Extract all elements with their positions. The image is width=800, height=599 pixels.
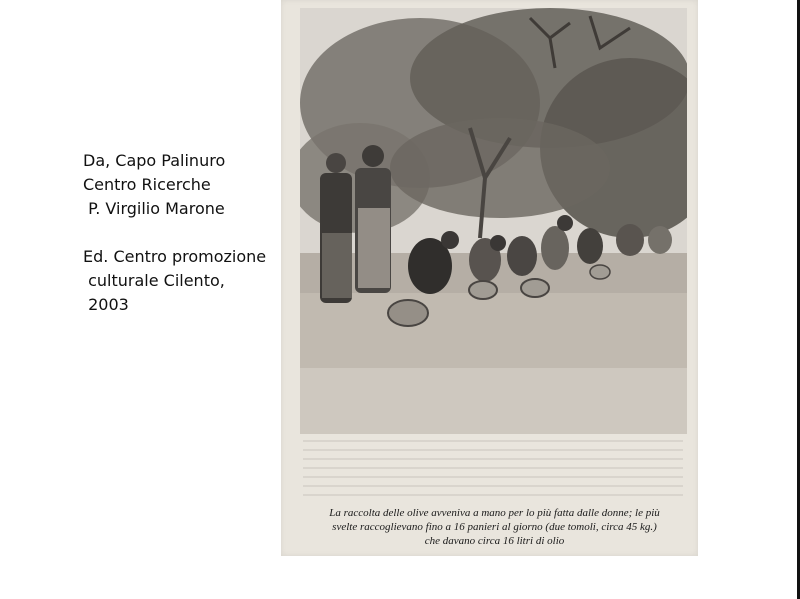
citation-line: Ed. Centro promozione bbox=[83, 247, 267, 266]
olive-harvest-photo bbox=[300, 8, 687, 434]
caption-line: svelte raccoglievano fino a 16 panieri al giorno (due tomoli, circa 45 kg.) bbox=[332, 521, 657, 533]
citation-line: 2003 bbox=[83, 295, 129, 314]
citation-line: Da, Capo Palinuro bbox=[83, 151, 226, 170]
caption-line: La raccolta delle olive avveniva a mano per lo più fatta dalle donne; le più bbox=[329, 507, 660, 519]
caption-line: che davano circa 16 litri di olio bbox=[424, 535, 565, 547]
photo-caption bbox=[303, 506, 686, 548]
book-page-scan bbox=[281, 0, 698, 556]
citation-text bbox=[83, 149, 278, 317]
citation-line: Centro Ricerche bbox=[83, 175, 211, 194]
citation-line: P. Virgilio Marone bbox=[83, 199, 225, 218]
citation-line bbox=[83, 221, 278, 245]
bleed-through-text bbox=[303, 440, 683, 500]
citation-line: culturale Cilento, bbox=[83, 271, 225, 290]
